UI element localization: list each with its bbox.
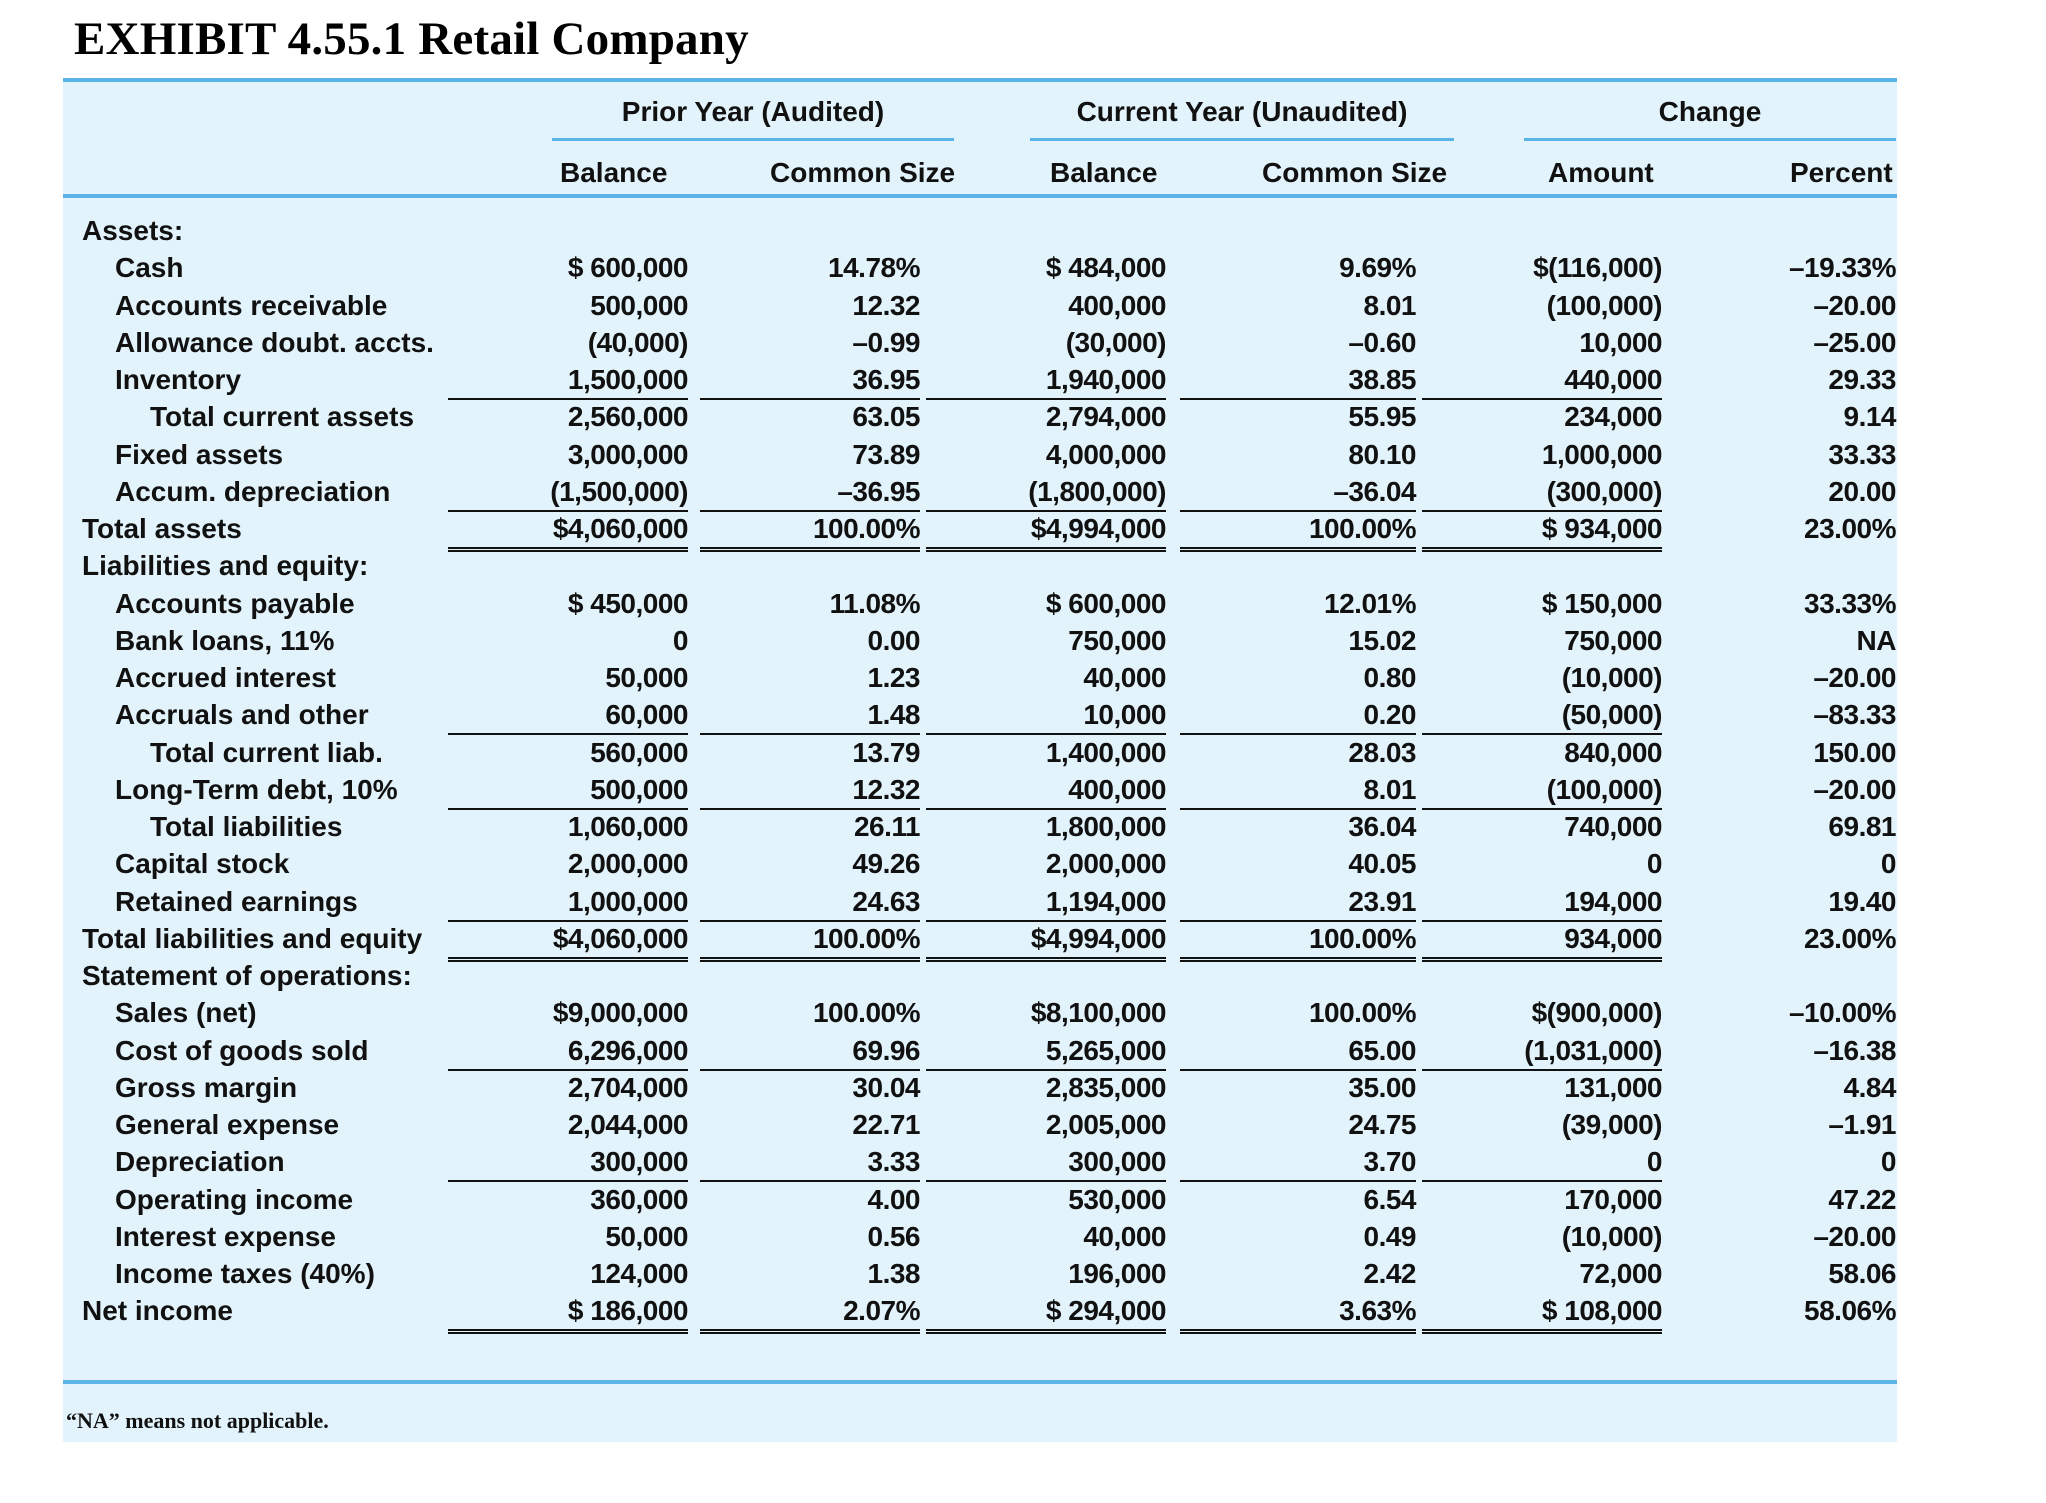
- cell-current-common-size: 0.49: [1363, 1220, 1416, 1252]
- table-row: [0, 696, 2046, 733]
- cell-current-balance: $8,100,000: [1030, 997, 1166, 1029]
- cell-prior-common-size: 1.48: [700, 696, 920, 735]
- cell-current-common-size: 35.00: [1348, 1071, 1416, 1103]
- cell-prior-balance: (40,000): [587, 326, 688, 358]
- cell-current-common-size: 100.00%: [1308, 997, 1416, 1029]
- cell-change-percent: 23.00%: [1804, 922, 1896, 954]
- cell-prior-balance: $4,060,000: [448, 920, 688, 962]
- cell-prior-balance: $4,060,000: [448, 510, 688, 552]
- cell-current-balance: 10,000: [926, 696, 1166, 735]
- cell-current-balance: 2,835,000: [1045, 1071, 1166, 1103]
- cell-change-amount: (300,000): [1422, 473, 1662, 512]
- cell-prior-balance: 0: [672, 624, 688, 656]
- cell-prior-common-size: 12.32: [852, 289, 920, 321]
- cell-change-percent: 58.06%: [1804, 1295, 1896, 1327]
- cell-change-amount: (10,000): [1561, 1220, 1662, 1252]
- cell-change-percent: –20.00: [1813, 773, 1896, 805]
- cell-change-amount: $ 108,000: [1422, 1292, 1662, 1334]
- cell-change-percent: –83.33: [1813, 699, 1896, 731]
- cell-current-balance: 1,400,000: [1045, 736, 1166, 768]
- cell-prior-common-size: 13.79: [852, 736, 920, 768]
- cell-current-balance: 400,000: [926, 771, 1166, 810]
- cell-prior-balance: 500,000: [590, 289, 688, 321]
- cell-change-percent: 47.22: [1828, 1183, 1896, 1215]
- footnote: “NA” means not applicable.: [66, 1408, 329, 1433]
- cell-change-amount: (100,000): [1422, 771, 1662, 810]
- table-row: [0, 287, 2046, 324]
- cell-current-balance: 2,794,000: [1045, 401, 1166, 433]
- cell-current-common-size: 80.10: [1348, 438, 1416, 470]
- cell-change-amount: 0: [1646, 848, 1662, 880]
- row-label: Fixed assets: [115, 438, 284, 470]
- cell-current-common-size: 24.75: [1348, 1109, 1416, 1140]
- row-label: Allowance doubt. accts.: [115, 326, 434, 358]
- cell-change-amount: 840,000: [1564, 736, 1662, 768]
- header-rule: [63, 194, 1897, 198]
- cell-prior-balance: 1,000,000: [448, 883, 688, 922]
- group-change: Change: [1658, 96, 1762, 127]
- table-row: [0, 622, 2046, 659]
- cell-change-amount: 194,000: [1422, 883, 1662, 922]
- table-row: [0, 734, 2046, 771]
- cell-current-balance: 40,000: [1083, 662, 1166, 693]
- cell-current-common-size: 15.02: [1348, 624, 1416, 656]
- row-label: Accum. depreciation: [115, 475, 391, 507]
- cell-change-percent: 19.40: [1828, 885, 1896, 917]
- cell-current-balance: 300,000: [926, 1143, 1166, 1182]
- row-label: Statement of operations:: [82, 960, 412, 991]
- cell-change-percent: 20.00: [1828, 475, 1896, 507]
- cell-change-percent: 69.81: [1828, 811, 1896, 842]
- table-row: [0, 436, 2046, 473]
- table-row: [0, 324, 2046, 361]
- cell-current-common-size: 65.00: [1180, 1032, 1416, 1071]
- cell-prior-balance: 500,000: [448, 771, 688, 810]
- cell-current-balance: 750,000: [1068, 624, 1166, 656]
- cell-change-amount: $(900,000): [1531, 997, 1662, 1029]
- group-change-rule: [1524, 138, 1896, 141]
- group-current-year-rule: [1030, 138, 1454, 141]
- cell-current-common-size: 8.01: [1363, 289, 1416, 321]
- cell-prior-balance: 50,000: [605, 662, 688, 693]
- cell-prior-balance: $ 600,000: [567, 252, 688, 284]
- table-row: [0, 398, 2046, 435]
- cell-current-common-size: –0.60: [1348, 326, 1416, 358]
- cell-current-balance: 196,000: [1068, 1258, 1166, 1289]
- cell-prior-balance: $9,000,000: [552, 997, 688, 1029]
- cell-current-common-size: 40.05: [1348, 848, 1416, 880]
- cell-prior-balance: 2,000,000: [567, 848, 688, 880]
- cell-current-balance: 1,194,000: [926, 883, 1166, 922]
- cell-current-common-size: 0.20: [1180, 696, 1416, 735]
- table-row: [0, 994, 2046, 1031]
- cell-prior-common-size: 26.11: [853, 811, 920, 842]
- row-label: Depreciation: [115, 1146, 285, 1178]
- cell-change-amount: 10,000: [1579, 326, 1662, 358]
- col-change-percent: Percent: [1790, 157, 1893, 188]
- col-current-common-size: Common Size: [1262, 157, 1448, 188]
- cell-change-percent: 0: [1880, 848, 1896, 880]
- row-label: Net income: [82, 1295, 233, 1327]
- table-row: [0, 659, 2046, 696]
- cell-current-common-size: 38.85: [1180, 361, 1416, 400]
- cell-change-amount: (100,000): [1546, 289, 1662, 321]
- cell-prior-balance: 50,000: [605, 1220, 688, 1252]
- cell-prior-common-size: 49.26: [852, 848, 920, 880]
- row-label: Income taxes (40%): [115, 1258, 375, 1289]
- cell-prior-common-size: 22.71: [852, 1109, 920, 1140]
- cell-prior-common-size: 36.95: [700, 361, 920, 400]
- cell-current-common-size: 3.70: [1180, 1143, 1416, 1182]
- cell-current-balance: $4,994,000: [926, 920, 1166, 962]
- cell-prior-common-size: 100.00%: [812, 997, 920, 1029]
- cell-change-amount: 934,000: [1422, 920, 1662, 962]
- row-label: Accruals and other: [115, 699, 369, 731]
- cell-prior-common-size: 24.63: [700, 883, 920, 922]
- cell-current-common-size: 23.91: [1180, 883, 1416, 922]
- table-row: [0, 249, 2046, 286]
- cell-prior-common-size: 100.00%: [700, 510, 920, 552]
- row-label: Long-Term debt, 10%: [115, 773, 398, 805]
- row-label: Total liabilities: [150, 811, 343, 842]
- cell-change-percent: 150.00: [1813, 736, 1896, 768]
- cell-current-balance: 5,265,000: [926, 1032, 1166, 1071]
- row-label: Accrued interest: [115, 662, 336, 693]
- cell-current-common-size: 9.69%: [1339, 252, 1416, 284]
- cell-prior-common-size: 14.78%: [828, 252, 920, 284]
- table-row: [0, 1181, 2046, 1218]
- cell-change-percent: 33.33: [1828, 438, 1896, 470]
- top-rule: [63, 78, 1897, 82]
- cell-prior-balance: 2,704,000: [567, 1071, 688, 1103]
- cell-change-percent: 4.84: [1843, 1071, 1896, 1103]
- cell-prior-balance: 1,500,000: [448, 361, 688, 400]
- cell-current-common-size: –36.04: [1180, 473, 1416, 512]
- cell-change-percent: 23.00%: [1804, 513, 1896, 544]
- cell-change-percent: 29.33: [1828, 364, 1896, 395]
- cell-prior-common-size: 3.33: [700, 1143, 920, 1182]
- cell-prior-common-size: 69.96: [700, 1032, 920, 1071]
- cell-prior-common-size: 1.23: [867, 662, 920, 693]
- row-label: Inventory: [115, 364, 242, 395]
- table-row: [0, 473, 2046, 510]
- bottom-rule: [63, 1380, 1897, 1384]
- cell-change-amount: $(116,000): [1533, 252, 1662, 284]
- row-label: Accounts receivable: [115, 289, 388, 321]
- cell-change-amount: 72,000: [1579, 1258, 1662, 1289]
- cell-prior-balance: 124,000: [590, 1258, 688, 1289]
- cell-current-balance: (1,800,000): [926, 473, 1166, 512]
- cell-change-percent: 58.06: [1828, 1258, 1896, 1289]
- cell-change-amount: (10,000): [1561, 662, 1662, 693]
- cell-change-amount: 740,000: [1564, 811, 1662, 842]
- cell-current-balance: $ 484,000: [1045, 252, 1166, 284]
- col-prior-common-size: Common Size: [770, 157, 956, 188]
- cell-prior-common-size: 4.00: [867, 1183, 920, 1215]
- cell-change-amount: 750,000: [1564, 624, 1662, 656]
- cell-change-percent: 0: [1880, 1146, 1896, 1178]
- row-label: Sales (net): [115, 997, 257, 1029]
- cell-prior-balance: 3,000,000: [567, 438, 688, 470]
- table-row: [0, 957, 2046, 994]
- cell-prior-common-size: 63.05: [852, 401, 920, 433]
- cell-current-balance: 1,940,000: [926, 361, 1166, 400]
- cell-current-balance: (30,000): [1065, 326, 1166, 358]
- cell-prior-common-size: 1.38: [867, 1258, 920, 1289]
- cell-change-percent: –19.33%: [1788, 252, 1896, 284]
- cell-current-balance: 530,000: [1068, 1183, 1166, 1215]
- group-current-year: Current Year (Unaudited): [1076, 96, 1408, 127]
- cell-prior-common-size: 2.07%: [700, 1292, 920, 1334]
- cell-change-percent: –16.38: [1813, 1034, 1896, 1066]
- cell-current-common-size: 0.80: [1363, 662, 1416, 693]
- cell-current-common-size: 100.00%: [1180, 510, 1416, 552]
- cell-change-amount: 131,000: [1564, 1071, 1662, 1103]
- cell-change-percent: –20.00: [1813, 1220, 1896, 1252]
- cell-prior-common-size: 12.32: [700, 771, 920, 810]
- cell-prior-balance: 2,560,000: [567, 401, 688, 433]
- cell-current-common-size: 55.95: [1348, 401, 1416, 433]
- cell-current-balance: $4,994,000: [926, 510, 1166, 552]
- cell-change-amount: (39,000): [1561, 1109, 1662, 1140]
- row-label: Total assets: [82, 513, 242, 544]
- cell-current-balance: 4,000,000: [1045, 438, 1166, 470]
- cell-prior-balance: 300,000: [448, 1143, 688, 1182]
- cell-prior-common-size: 30.04: [852, 1071, 920, 1103]
- table-row: [0, 771, 2046, 808]
- table-row: [0, 1106, 2046, 1143]
- cell-prior-balance: 1,060,000: [567, 811, 688, 842]
- cell-prior-common-size: –0.99: [852, 326, 920, 358]
- row-label: Interest expense: [115, 1220, 336, 1252]
- cell-change-amount: (50,000): [1422, 696, 1662, 735]
- cell-change-amount: 0: [1422, 1143, 1662, 1182]
- cell-current-balance: $ 294,000: [926, 1292, 1166, 1334]
- row-label: Cash: [115, 252, 184, 284]
- table-row: [0, 361, 2046, 398]
- cell-change-amount: $ 934,000: [1422, 510, 1662, 552]
- row-label: Bank loans, 11%: [115, 624, 335, 656]
- cell-prior-balance: 2,044,000: [567, 1109, 688, 1140]
- cell-change-percent: –25.00: [1813, 326, 1896, 358]
- cell-current-balance: 40,000: [1083, 1220, 1166, 1252]
- cell-prior-common-size: 100.00%: [700, 920, 920, 962]
- cell-prior-balance: (1,500,000): [448, 473, 688, 512]
- cell-current-common-size: 12.01%: [1324, 587, 1416, 619]
- table-row: [0, 1255, 2046, 1292]
- table-row: [0, 1069, 2046, 1106]
- cell-current-common-size: 8.01: [1180, 771, 1416, 810]
- cell-prior-balance: 60,000: [448, 696, 688, 735]
- col-change-amount: Amount: [1548, 157, 1654, 188]
- table-row: [0, 845, 2046, 882]
- cell-current-balance: 400,000: [1068, 289, 1166, 321]
- cell-current-common-size: 2.42: [1363, 1258, 1416, 1289]
- table-row: [0, 883, 2046, 920]
- group-prior-year-rule: [552, 138, 954, 141]
- cell-prior-common-size: 0.56: [867, 1220, 920, 1252]
- cell-prior-common-size: 73.89: [852, 438, 920, 470]
- col-prior-balance: Balance: [560, 157, 668, 188]
- cell-change-percent: –1.91: [1828, 1109, 1896, 1140]
- cell-current-balance: 2,000,000: [1045, 848, 1166, 880]
- cell-change-percent: NA: [1856, 624, 1896, 656]
- cell-change-amount: 440,000: [1422, 361, 1662, 400]
- cell-prior-balance: $ 450,000: [567, 587, 688, 619]
- row-label: Total current liab.: [150, 736, 383, 768]
- cell-change-amount: (1,031,000): [1422, 1032, 1662, 1071]
- row-label: Gross margin: [115, 1071, 298, 1103]
- row-label: General expense: [115, 1109, 340, 1140]
- row-label: Liabilities and equity:: [82, 550, 369, 582]
- cell-change-percent: –20.00: [1813, 662, 1896, 693]
- cell-change-amount: 1,000,000: [1541, 438, 1662, 470]
- row-label: Operating income: [115, 1183, 354, 1215]
- table-row: [0, 585, 2046, 622]
- table-row: [0, 1143, 2046, 1180]
- cell-current-common-size: 100.00%: [1180, 920, 1416, 962]
- col-current-balance: Balance: [1050, 157, 1158, 188]
- cell-change-percent: –20.00: [1813, 289, 1896, 321]
- cell-prior-balance: $ 186,000: [448, 1292, 688, 1334]
- table-row: [0, 1032, 2046, 1069]
- row-label: Accounts payable: [115, 587, 355, 619]
- cell-change-percent: 33.33%: [1804, 587, 1896, 619]
- cell-prior-balance: 360,000: [590, 1183, 688, 1215]
- table-row: [0, 510, 2046, 547]
- exhibit-title: EXHIBIT 4.55.1 Retail Company: [74, 13, 749, 65]
- cell-current-common-size: 6.54: [1363, 1183, 1416, 1215]
- cell-current-common-size: 3.63%: [1180, 1292, 1416, 1334]
- cell-prior-common-size: 0.00: [867, 624, 920, 656]
- table-row: [0, 547, 2046, 584]
- cell-current-balance: $ 600,000: [1045, 587, 1166, 619]
- cell-prior-common-size: –36.95: [700, 473, 920, 512]
- table-row: [0, 1292, 2046, 1329]
- cell-change-amount: $ 150,000: [1541, 587, 1662, 619]
- cell-change-amount: 170,000: [1564, 1183, 1662, 1215]
- group-prior-year: Prior Year (Audited): [621, 96, 885, 127]
- row-label: Retained earnings: [115, 885, 358, 917]
- cell-current-balance: 1,800,000: [1045, 811, 1166, 842]
- cell-change-percent: –10.00%: [1788, 997, 1896, 1029]
- row-label: Total liabilities and equity: [82, 922, 423, 954]
- cell-change-amount: 234,000: [1564, 401, 1662, 433]
- table-row: [0, 808, 2046, 845]
- table-row: [0, 920, 2046, 957]
- row-label: Total current assets: [150, 401, 415, 433]
- cell-change-percent: 9.14: [1843, 401, 1896, 433]
- cell-prior-balance: 560,000: [590, 736, 688, 768]
- cell-current-balance: 2,005,000: [1045, 1109, 1166, 1140]
- cell-prior-balance: 6,296,000: [448, 1032, 688, 1071]
- table-row: [0, 1218, 2046, 1255]
- cell-current-common-size: 36.04: [1348, 811, 1416, 842]
- cell-prior-common-size: 11.08%: [829, 587, 920, 619]
- table-row: [0, 212, 2046, 249]
- row-label: Assets:: [82, 215, 184, 246]
- cell-current-common-size: 28.03: [1348, 736, 1416, 768]
- row-label: Capital stock: [115, 848, 290, 880]
- row-label: Cost of goods sold: [115, 1034, 369, 1066]
